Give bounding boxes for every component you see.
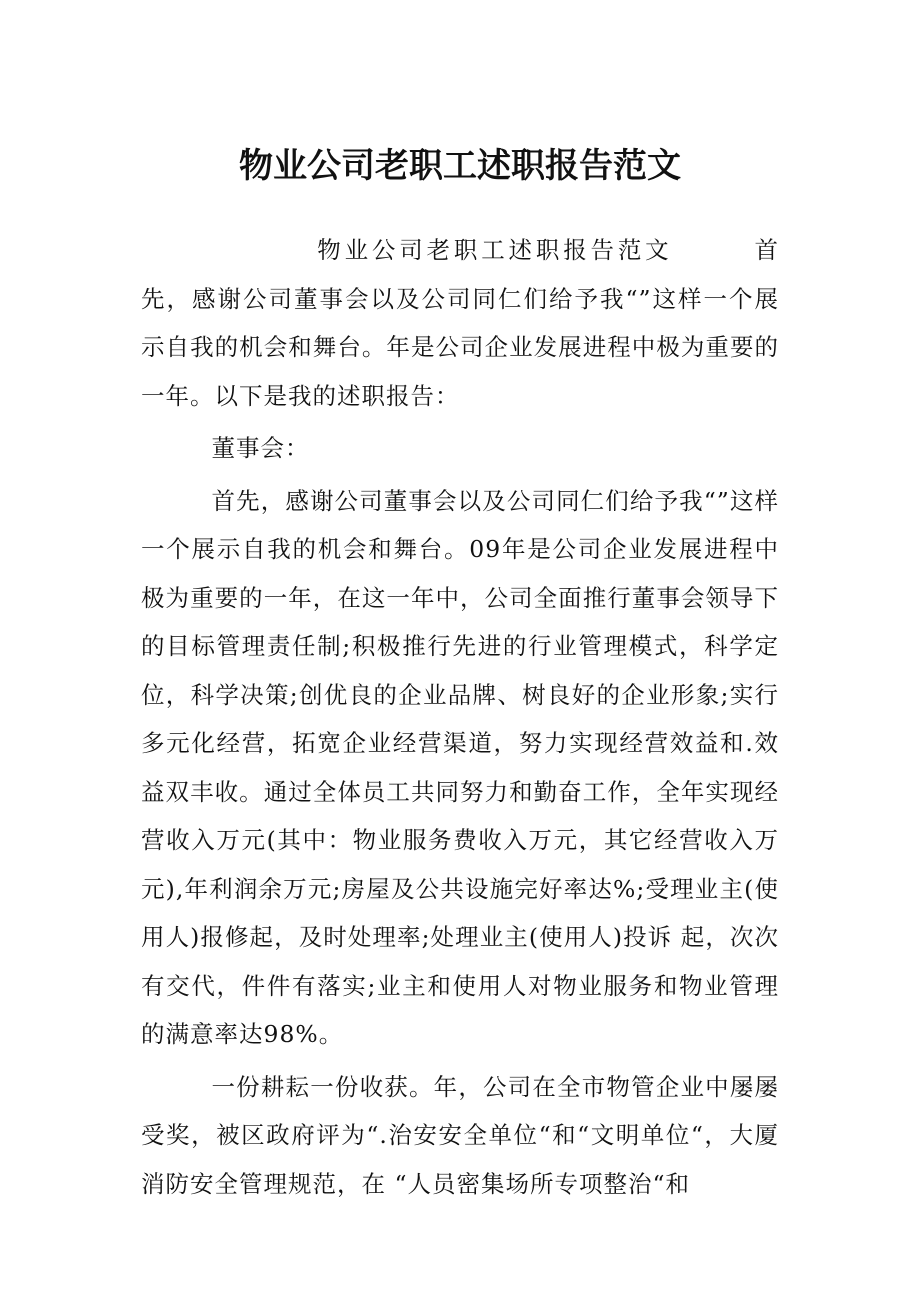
paragraph-salutation: 董事会：	[211, 434, 310, 462]
paragraph-achievements: 一份耕耘一份收获。年，公司在全市物管企业中屡屡受奖，被区政府评为“.治安安全单位“和“文明单位“，大厦消防安全管理规范，在 “人员密集场所专项整治“和	[141, 1072, 779, 1198]
paragraph-intro: 物业公司老职工述职报告范文 首先，感谢公司董事会以及公司同仁们给予我“”这样一个展示自我的机会和舞台。年是公司企业发展进程中极为重要的一年。以下是我的述职报告：	[141, 236, 779, 410]
document-body	[141, 226, 779, 1208]
paragraph-report-body: 首先，感谢公司董事会以及公司同仁们给予我“”这样一个展示自我的机会和舞台。09年是公司企业发展进程中极为重要的一年，在这一年中，公司全面推行董事会领导下的目标管理责任制;积极推行先进的行业管理模式，科学定位，科学决策;创优良的企业品牌、树良好的企业形象;实行多元化经营，拓宽企业经营渠道，努力实现经营效益和.效益双丰收。通过全体员工共同努力和勤奋工作，全年实现经营收入万元(其中：物业服务费收入万元，其它经营收入万元),年利润余万元;房屋及公共设施完好率达%;受理业主(使用人)报修起，及时处理率;处理业主(使用人)投诉 起，次次有交代，件件有落实;业主和使用人对物业服务和物业管理的满意率达98%。	[141, 486, 779, 1048]
document-title: 物业公司老职工述职报告范文	[239, 146, 681, 186]
